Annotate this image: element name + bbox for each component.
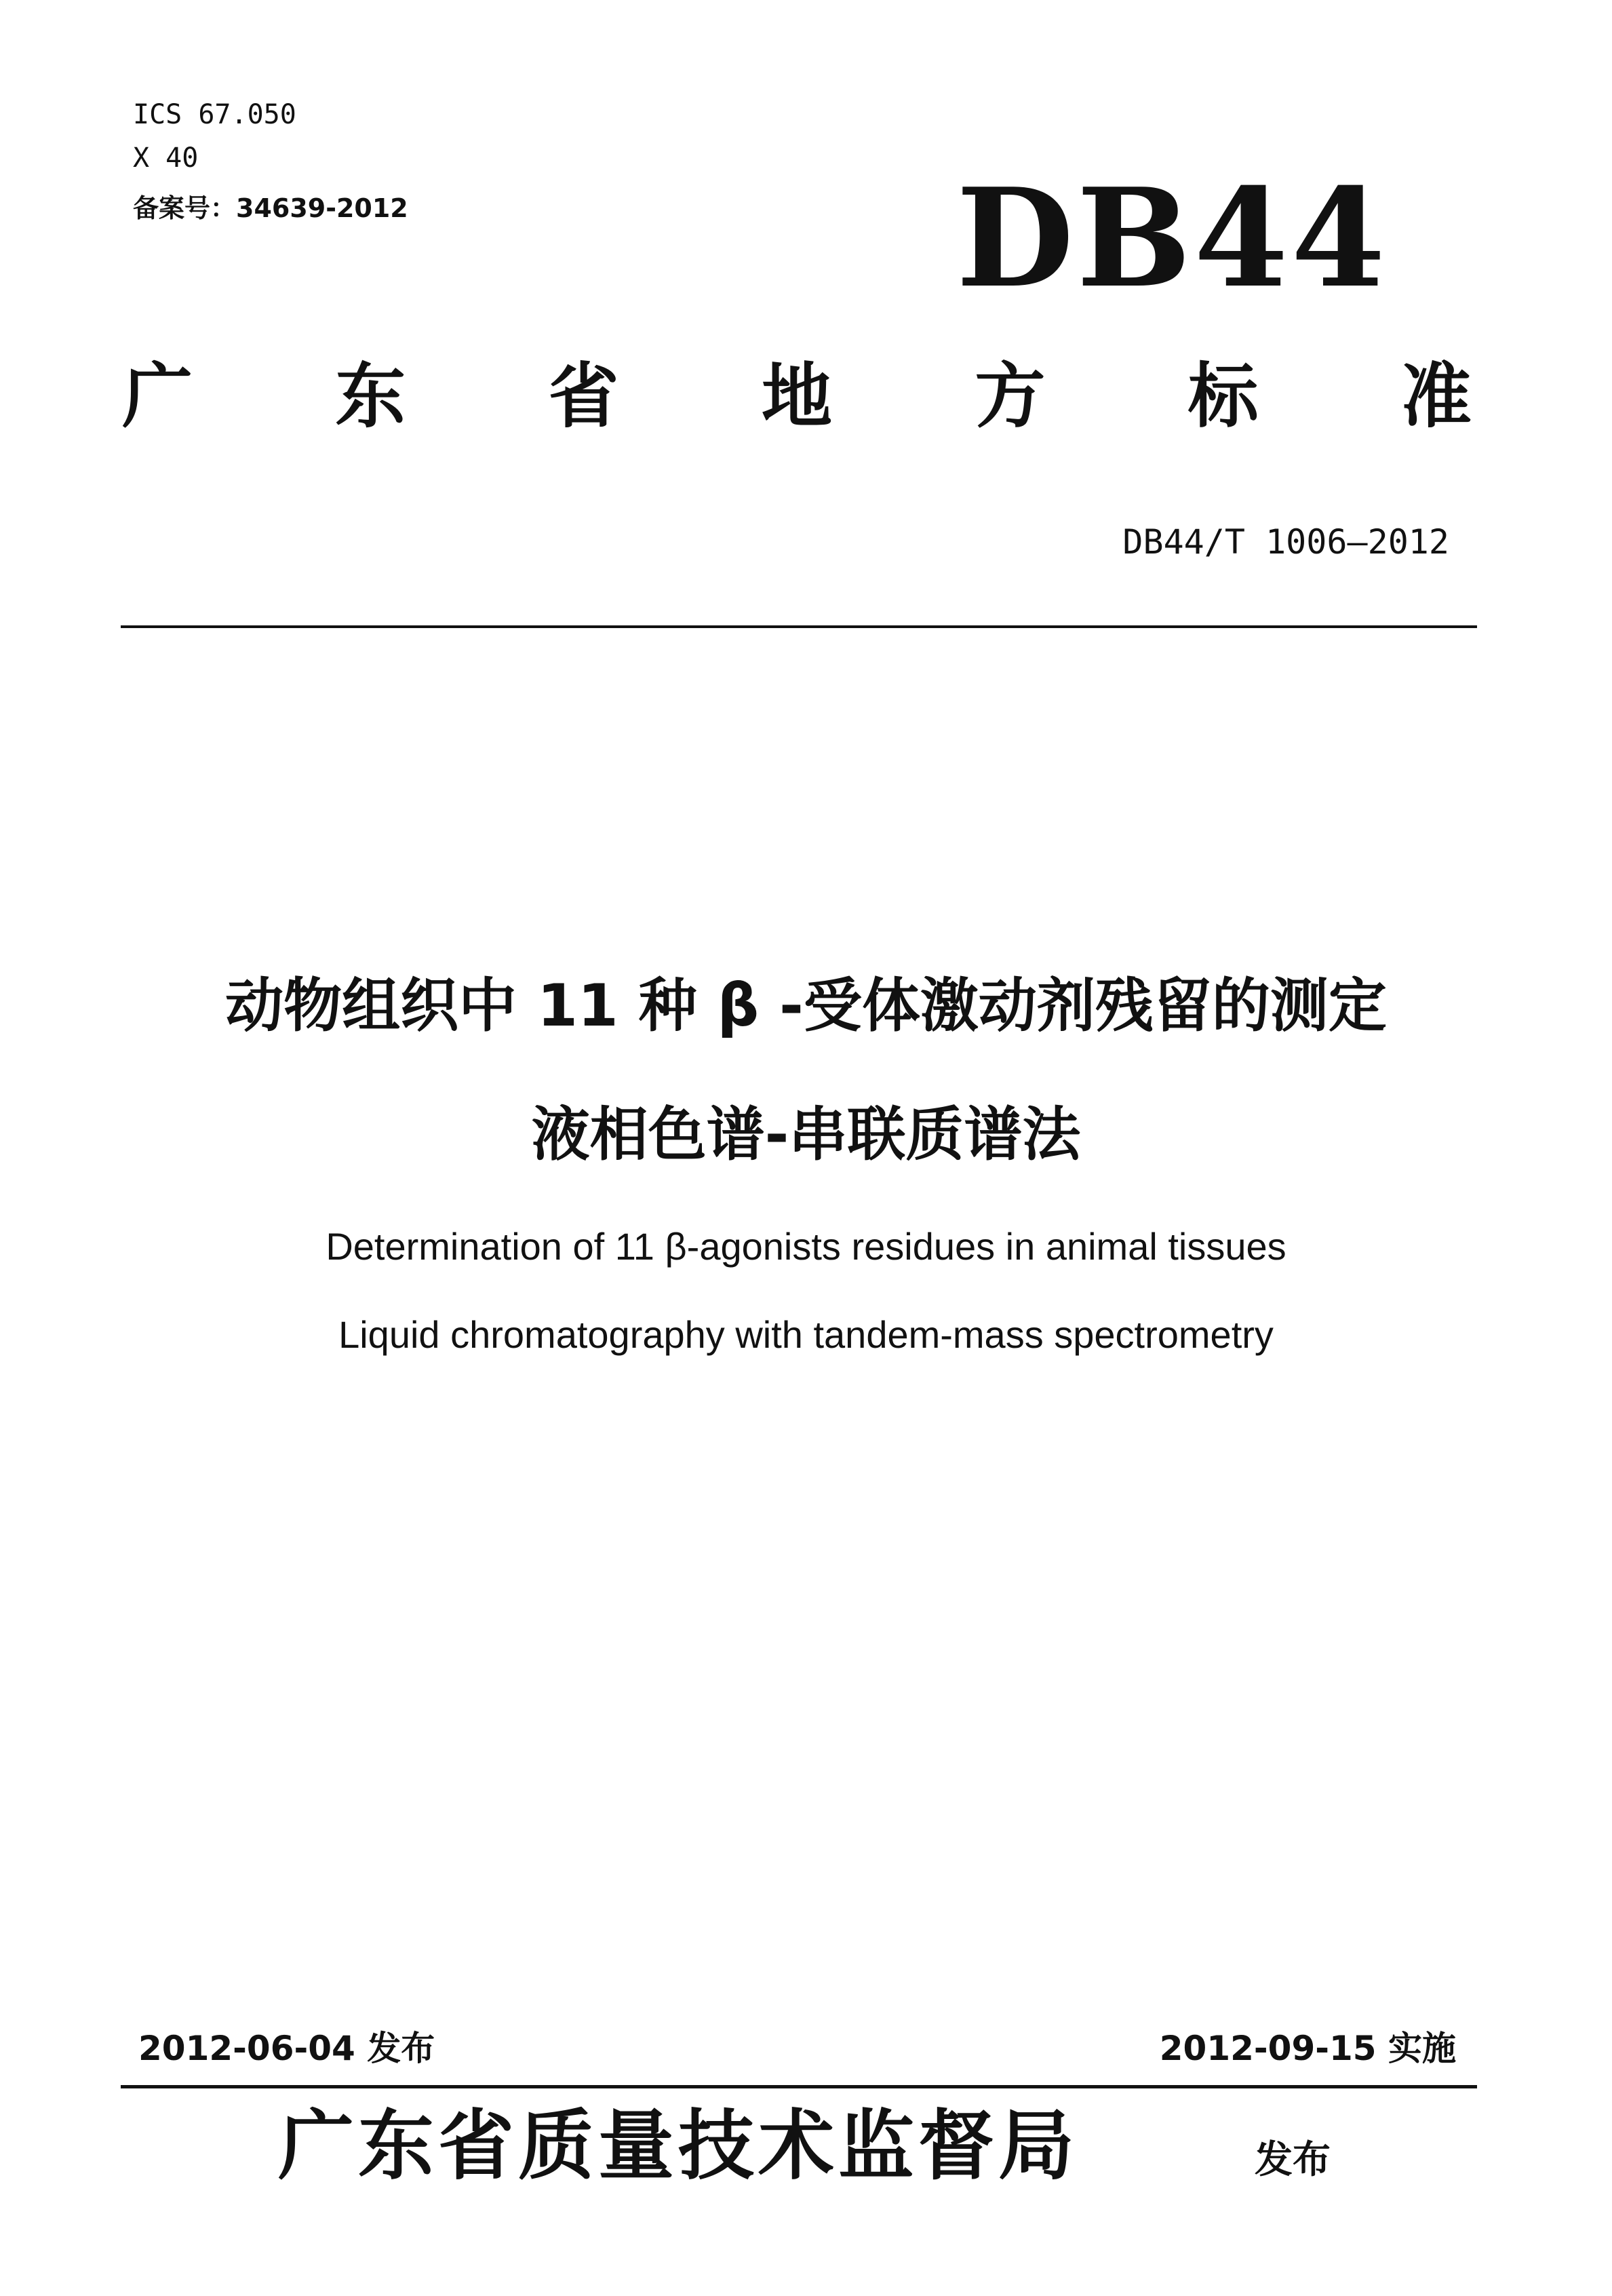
- title-zh-line2: 液相色谱-串联质谱法: [531, 1101, 1081, 1169]
- issuer-suffix: 发布: [1255, 2138, 1331, 2182]
- standard-type-char: 准: [1400, 355, 1472, 437]
- issue-date: 2012-06-04 发布: [138, 2029, 435, 2068]
- ics-code: ICS 67.050: [133, 99, 296, 130]
- db-mark: DB44: [956, 159, 1388, 318]
- standard-type-char: 地: [761, 355, 832, 437]
- standard-type-char: 东: [335, 355, 406, 437]
- standard-number: DB44/T 1006—2012: [1122, 522, 1449, 562]
- issuer-name: 广东省质量技术监督局: [278, 2101, 1078, 2190]
- title-zh-line1: 动物组织中 11 种 β -受体激动剂残留的测定: [225, 972, 1387, 1040]
- standard-type-heading: [122, 355, 1472, 437]
- standard-type-char: 省: [548, 355, 619, 437]
- standard-type-char: 标: [1187, 355, 1259, 437]
- standard-type-char: 方: [975, 355, 1046, 437]
- registration-number: 备案号：34639-2012: [133, 193, 408, 223]
- footer-divider: [121, 2085, 1477, 2088]
- header-divider: [121, 625, 1477, 628]
- standard-type-char: 广: [122, 355, 193, 437]
- title-en-line1: Determination of 11 β-agonists residues in animal tissues: [326, 1225, 1286, 1268]
- title-en-line2: Liquid chromatography with tandem-mass spectrometry: [338, 1313, 1274, 1356]
- implementation-date: 2012-09-15 实施: [1159, 2029, 1456, 2068]
- classification-code: X 40: [133, 142, 199, 174]
